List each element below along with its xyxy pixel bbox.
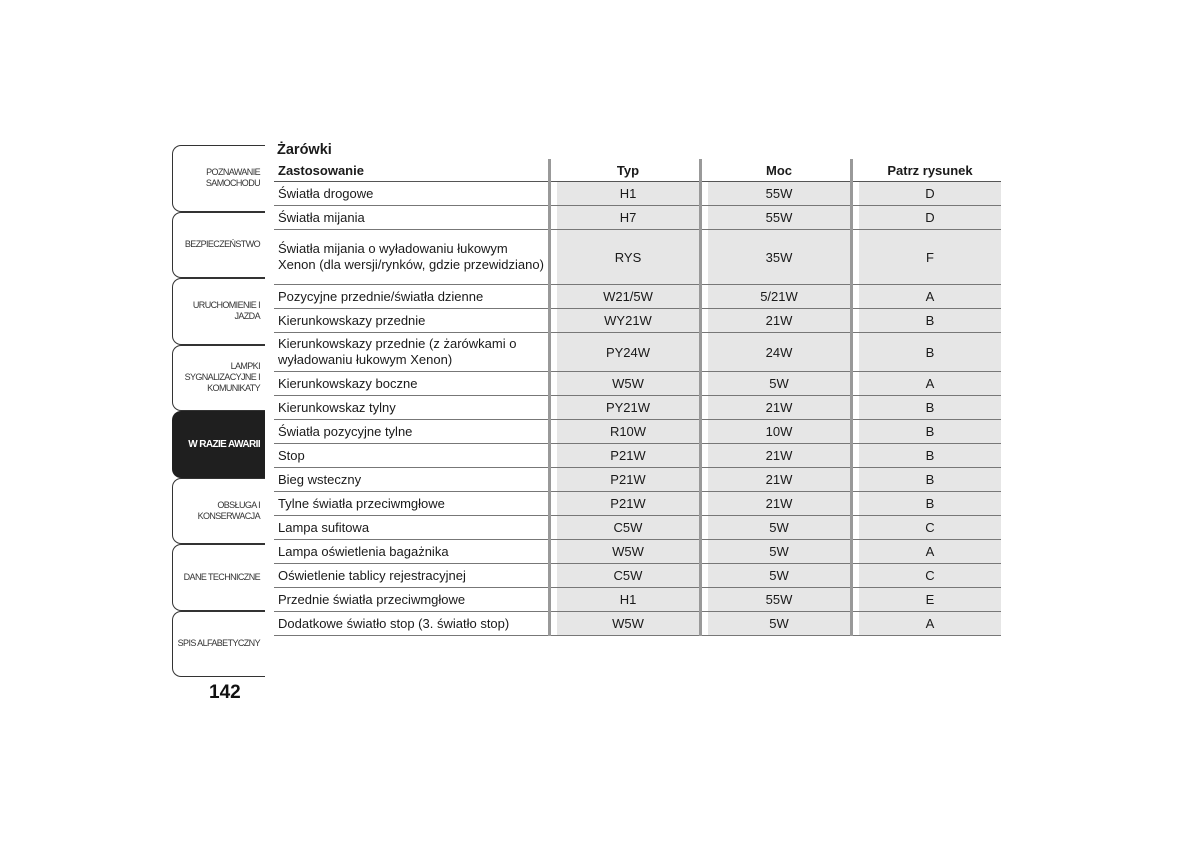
cell-typ: WY21W xyxy=(557,309,701,333)
header-patrz-rysunek: Patrz rysunek xyxy=(859,159,1001,182)
table-row xyxy=(274,230,1001,285)
tab-label: OBSŁUGA I KONSERWACJA xyxy=(197,499,260,521)
cell-patrz-rysunek: B xyxy=(859,444,1001,468)
cell-zastosowanie: Kierunkowskazy boczne xyxy=(274,372,550,396)
cell-zastosowanie: Dodatkowe światło stop (3. światło stop) xyxy=(274,612,550,636)
column-separator xyxy=(701,468,709,492)
table-row xyxy=(274,372,1001,396)
cell-moc: 5/21W xyxy=(708,285,852,309)
section-title: Żarówki xyxy=(277,142,332,158)
column-separator xyxy=(550,159,558,182)
column-separator xyxy=(852,285,860,309)
cell-patrz-rysunek: A xyxy=(859,285,1001,309)
table-row xyxy=(274,285,1001,309)
tab-uruchomienie-i-jazda[interactable] xyxy=(172,278,265,345)
table-row xyxy=(274,516,1001,540)
column-separator xyxy=(701,333,709,372)
cell-zastosowanie: Tylne światła przeciwmgłowe xyxy=(274,492,550,516)
cell-moc: 35W xyxy=(708,230,852,285)
column-separator xyxy=(852,230,860,285)
cell-zastosowanie: Pozycyjne przednie/światła dzienne xyxy=(274,285,550,309)
column-separator xyxy=(701,516,709,540)
cell-moc: 21W xyxy=(708,468,852,492)
column-separator xyxy=(852,516,860,540)
column-separator xyxy=(550,206,558,230)
cell-typ: W5W xyxy=(557,612,701,636)
column-separator xyxy=(852,420,860,444)
table-row xyxy=(274,540,1001,564)
table-row xyxy=(274,182,1001,206)
column-separator xyxy=(701,372,709,396)
column-separator xyxy=(852,468,860,492)
column-separator xyxy=(550,309,558,333)
header-moc: Moc xyxy=(708,159,852,182)
cell-moc: 21W xyxy=(708,309,852,333)
cell-patrz-rysunek: A xyxy=(859,372,1001,396)
cell-patrz-rysunek: E xyxy=(859,588,1001,612)
column-separator xyxy=(701,159,709,182)
column-separator xyxy=(852,492,860,516)
cell-patrz-rysunek: D xyxy=(859,182,1001,206)
column-separator xyxy=(701,492,709,516)
page-number: 142 xyxy=(209,682,241,703)
tab-label: BEZPIECZEŃSTWO xyxy=(184,239,260,250)
column-separator xyxy=(550,444,558,468)
column-separator xyxy=(852,588,860,612)
cell-patrz-rysunek: A xyxy=(859,540,1001,564)
column-separator xyxy=(852,333,860,372)
column-separator xyxy=(701,612,709,636)
cell-zastosowanie: Światła pozycyjne tylne xyxy=(274,420,550,444)
column-separator xyxy=(701,588,709,612)
cell-typ: H1 xyxy=(557,588,701,612)
cell-moc: 5W xyxy=(708,516,852,540)
cell-moc: 5W xyxy=(708,372,852,396)
cell-typ: H1 xyxy=(557,182,701,206)
cell-moc: 55W xyxy=(708,206,852,230)
table-row xyxy=(274,612,1001,636)
cell-patrz-rysunek: B xyxy=(859,420,1001,444)
cell-zastosowanie: Światła mijania o wyładowaniu łukowym Xenon (dla wersji/rynków, gdzie przewidziano) xyxy=(274,230,550,285)
cell-patrz-rysunek: C xyxy=(859,564,1001,588)
column-separator xyxy=(701,182,709,206)
cell-moc: 10W xyxy=(708,420,852,444)
tab-lampki-sygnalizacyjne[interactable] xyxy=(172,345,265,412)
table-row xyxy=(274,564,1001,588)
cell-typ: RYS xyxy=(557,230,701,285)
tab-label: DANE TECHNICZNE xyxy=(183,571,260,582)
sidebar-tabs xyxy=(172,145,265,677)
column-separator xyxy=(550,516,558,540)
column-separator xyxy=(852,159,860,182)
cell-patrz-rysunek: B xyxy=(859,468,1001,492)
column-separator xyxy=(550,230,558,285)
tab-dane-techniczne[interactable] xyxy=(172,544,265,611)
table-row xyxy=(274,206,1001,230)
tab-label: SPIS ALFABETYCZNY xyxy=(177,638,260,649)
cell-moc: 5W xyxy=(708,564,852,588)
column-separator xyxy=(550,492,558,516)
cell-zastosowanie: Lampa sufitowa xyxy=(274,516,550,540)
column-separator xyxy=(550,468,558,492)
cell-moc: 55W xyxy=(708,588,852,612)
cell-zastosowanie: Kierunkowskazy przednie (z żarówkami o wyładowaniu łukowym Xenon) xyxy=(274,333,550,372)
cell-patrz-rysunek: B xyxy=(859,492,1001,516)
header-zastosowanie: Zastosowanie xyxy=(274,159,550,182)
column-separator xyxy=(550,182,558,206)
table-row xyxy=(274,333,1001,372)
cell-typ: PY24W xyxy=(557,333,701,372)
tab-label: W RAZIE AWARII xyxy=(188,438,260,450)
cell-patrz-rysunek: B xyxy=(859,333,1001,372)
tab-obsluga-i-konserwacja[interactable] xyxy=(172,478,265,545)
table-row xyxy=(274,396,1001,420)
column-separator xyxy=(701,444,709,468)
cell-zastosowanie: Stop xyxy=(274,444,550,468)
cell-patrz-rysunek: B xyxy=(859,396,1001,420)
column-separator xyxy=(852,444,860,468)
column-separator xyxy=(550,588,558,612)
cell-moc: 21W xyxy=(708,396,852,420)
cell-zastosowanie: Kierunkowskazy przednie xyxy=(274,309,550,333)
column-separator xyxy=(550,372,558,396)
column-separator xyxy=(550,540,558,564)
header-typ: Typ xyxy=(557,159,701,182)
cell-moc: 21W xyxy=(708,492,852,516)
column-separator xyxy=(550,564,558,588)
column-separator xyxy=(550,396,558,420)
column-separator xyxy=(852,612,860,636)
cell-zastosowanie: Kierunkowskaz tylny xyxy=(274,396,550,420)
cell-zastosowanie: Przednie światła przeciwmgłowe xyxy=(274,588,550,612)
column-separator xyxy=(701,540,709,564)
column-separator xyxy=(701,230,709,285)
tab-label: POZNAWANIE SAMOCHODU xyxy=(205,167,260,189)
table-row xyxy=(274,309,1001,333)
column-separator xyxy=(701,309,709,333)
table-row xyxy=(274,588,1001,612)
cell-zastosowanie: Oświetlenie tablicy rejestracyjnej xyxy=(274,564,550,588)
cell-moc: 5W xyxy=(708,612,852,636)
cell-moc: 24W xyxy=(708,333,852,372)
column-separator xyxy=(701,564,709,588)
cell-typ: P21W xyxy=(557,444,701,468)
tab-poznawanie-samochodu[interactable] xyxy=(172,145,265,212)
column-separator xyxy=(701,285,709,309)
table-row xyxy=(274,420,1001,444)
cell-patrz-rysunek: A xyxy=(859,612,1001,636)
column-separator xyxy=(550,333,558,372)
table-body xyxy=(274,182,1001,636)
table-row xyxy=(274,468,1001,492)
cell-moc: 5W xyxy=(708,540,852,564)
column-separator xyxy=(550,285,558,309)
cell-typ: PY21W xyxy=(557,396,701,420)
column-separator xyxy=(550,612,558,636)
cell-zastosowanie: Bieg wsteczny xyxy=(274,468,550,492)
table-header-row xyxy=(274,159,1001,182)
tab-label: LAMPKI SYGNALIZACYJNE I KOMUNIKATY xyxy=(184,361,260,394)
cell-zastosowanie: Światła drogowe xyxy=(274,182,550,206)
cell-zastosowanie: Lampa oświetlenia bagażnika xyxy=(274,540,550,564)
tab-spis-alfabetyczny[interactable] xyxy=(172,611,265,678)
column-separator xyxy=(852,206,860,230)
table-row xyxy=(274,492,1001,516)
cell-typ: R10W xyxy=(557,420,701,444)
column-separator xyxy=(852,372,860,396)
column-separator xyxy=(852,564,860,588)
tab-label: URUCHOMIENIE I JAZDA xyxy=(192,300,260,322)
cell-patrz-rysunek: D xyxy=(859,206,1001,230)
cell-zastosowanie: Światła mijania xyxy=(274,206,550,230)
cell-patrz-rysunek: F xyxy=(859,230,1001,285)
column-separator xyxy=(852,396,860,420)
tab-bezpieczenstwo[interactable] xyxy=(172,212,265,279)
column-separator xyxy=(852,540,860,564)
cell-patrz-rysunek: B xyxy=(859,309,1001,333)
cell-typ: H7 xyxy=(557,206,701,230)
column-separator xyxy=(852,182,860,206)
bulbs-table xyxy=(274,159,1001,636)
cell-moc: 21W xyxy=(708,444,852,468)
cell-typ: W5W xyxy=(557,372,701,396)
cell-typ: C5W xyxy=(557,516,701,540)
cell-typ: W5W xyxy=(557,540,701,564)
column-separator xyxy=(701,420,709,444)
cell-patrz-rysunek: C xyxy=(859,516,1001,540)
tab-w-razie-awarii[interactable] xyxy=(172,411,265,478)
column-separator xyxy=(852,309,860,333)
cell-typ: P21W xyxy=(557,468,701,492)
column-separator xyxy=(701,206,709,230)
column-separator xyxy=(550,420,558,444)
column-separator xyxy=(701,396,709,420)
cell-moc: 55W xyxy=(708,182,852,206)
cell-typ: P21W xyxy=(557,492,701,516)
table-row xyxy=(274,444,1001,468)
cell-typ: W21/5W xyxy=(557,285,701,309)
cell-typ: C5W xyxy=(557,564,701,588)
